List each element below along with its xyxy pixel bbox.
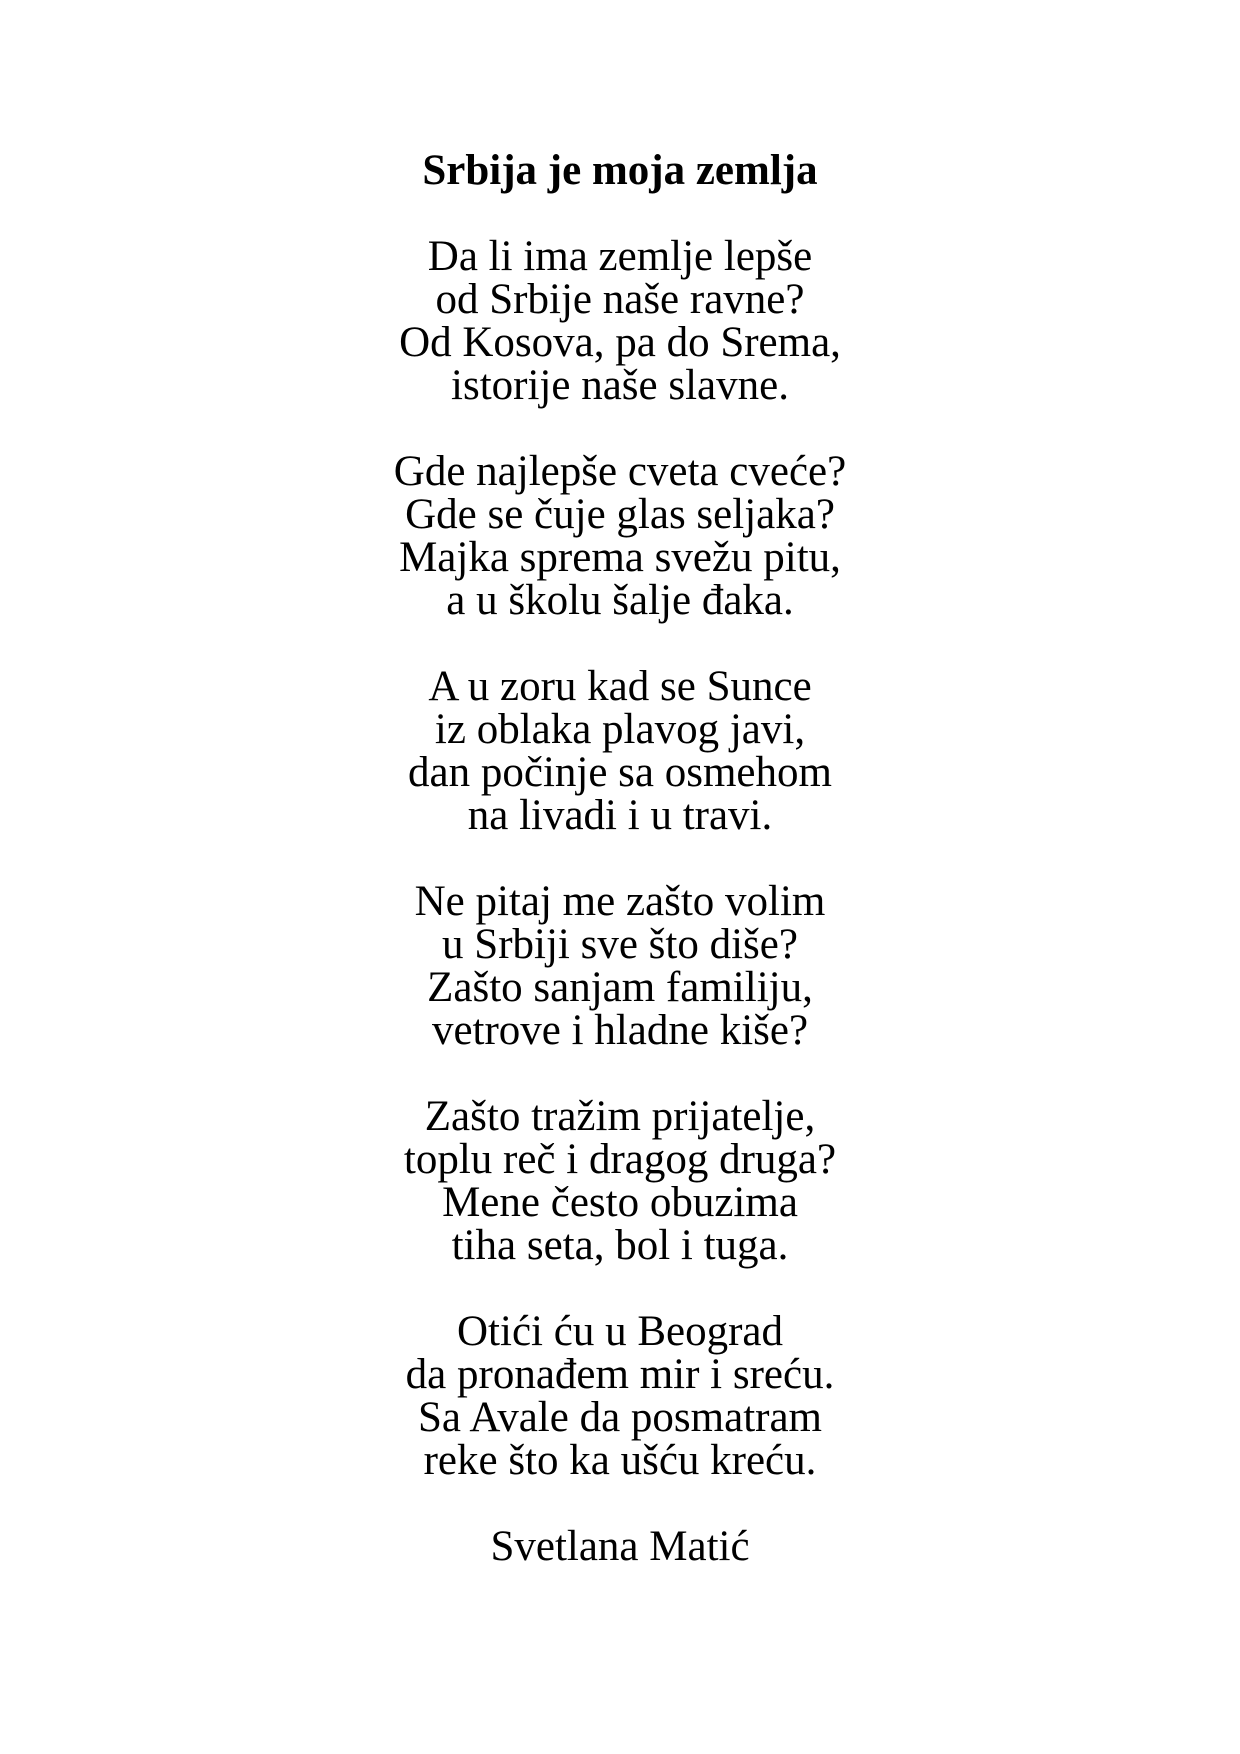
poem-line: Otići ću u Beograd [457, 1308, 783, 1355]
poem-line: Da li ima zemlje lepše [427, 233, 813, 280]
stanza [0, 1310, 1240, 1482]
poem-line: a u školu šalje đaka. [446, 577, 794, 624]
stanza [0, 235, 1240, 407]
poem-line: vetrove i hladne kiše? [431, 1007, 809, 1054]
poem-line: tiha seta, bol i tuga. [451, 1222, 789, 1269]
poem-line: toplu reč i dragog druga? [403, 1136, 837, 1183]
stanza [0, 450, 1240, 622]
poem-line: A u zoru kad se Sunce [428, 663, 812, 710]
poem-author: Svetlana Matić [490, 1523, 750, 1570]
poem-line: iz oblaka plavog javi, [434, 706, 806, 753]
stanza [0, 880, 1240, 1052]
stanza [0, 665, 1240, 837]
poem-line: Od Kosova, pa do Srema, [399, 319, 841, 366]
poem-line: istorije naše slavne. [451, 362, 789, 409]
poem-line: Sa Avale da posmatram [417, 1394, 822, 1441]
poem-line: od Srbije naše ravne? [435, 276, 805, 323]
poem-line: Gde se čuje glas seljaka? [405, 491, 835, 538]
poem-line: Mene često obuzima [442, 1179, 798, 1226]
poem-line: reke što ka ušću kreću. [423, 1437, 817, 1484]
poem-title: Srbija je moja zemlja [422, 147, 818, 194]
poem-line: Zašto sanjam familiju, [427, 964, 813, 1011]
poem-line: dan počinje sa osmehom [408, 749, 832, 796]
poem-line: Zašto tražim prijatelje, [424, 1093, 816, 1140]
poem-line: na livadi i u travi. [467, 792, 773, 839]
poem-line: da pronađem mir i sreću. [405, 1351, 835, 1398]
poem-line: Gde najlepše cveta cveće? [393, 448, 847, 495]
poem-line: Majka sprema svežu pitu, [399, 534, 841, 581]
poem-line: u Srbiji sve što diše? [442, 921, 798, 968]
poem-stanzas [0, 235, 1240, 1482]
poem-line: Ne pitaj me zašto volim [414, 878, 826, 925]
stanza [0, 1095, 1240, 1267]
